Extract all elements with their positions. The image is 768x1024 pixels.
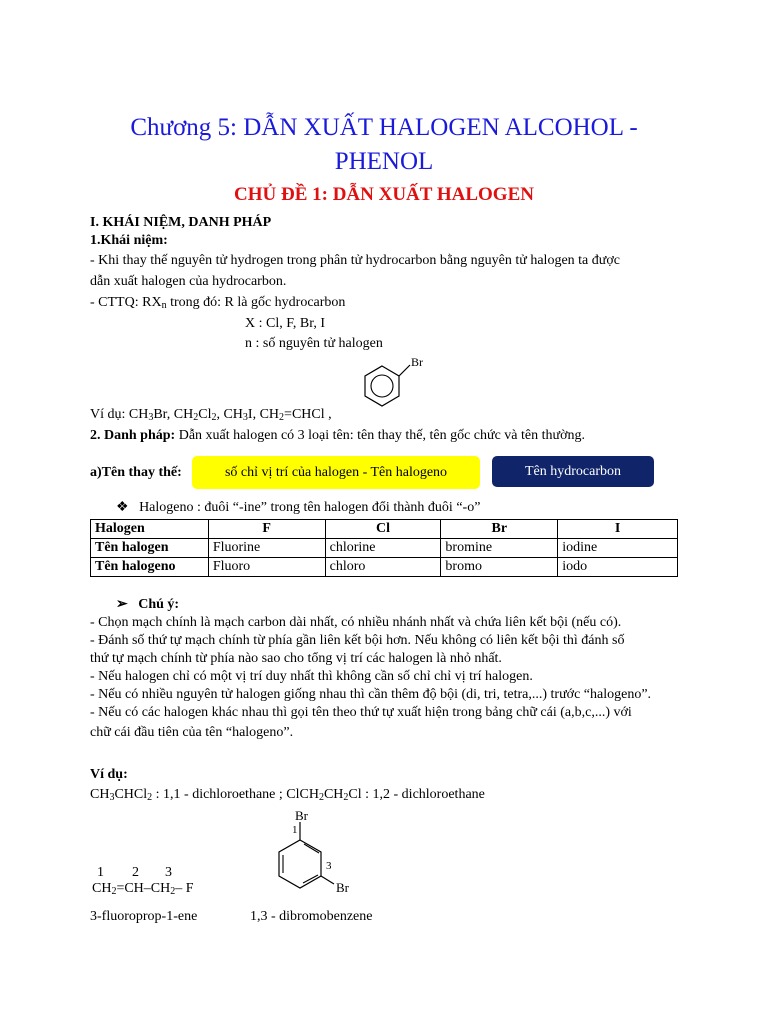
naming-heading: 2. Danh pháp:: [90, 428, 176, 443]
general-formula-prefix: - CTTQ: RX: [90, 295, 162, 310]
diamond-bullet-icon: ❖: [116, 500, 129, 515]
naming-text: Dẫn xuất halogen có 3 loại tên: tên thay thế, tên gốc chức và tên thường.: [175, 428, 585, 443]
topic-subtitle: CHỦ ĐỀ 1: DẪN XUẤT HALOGEN: [234, 184, 534, 205]
note-line: - Chọn mạch chính là mạch carbon dài nhất, có nhiều nhánh nhất và chứa liên kết bội (nếu có).: [90, 615, 622, 630]
section-heading: I. KHÁI NIỆM, DANH PHÁP: [90, 215, 272, 230]
halogen-list: X : Cl, F, Br, I: [245, 316, 325, 331]
position-halogeno-text: số chỉ vị trí của halogen - Tên halogeno: [224, 464, 448, 480]
dibromo-num-3: 3: [326, 860, 332, 872]
chapter-title-line2: PHENOL: [334, 148, 434, 175]
table-cell: Tên halogen: [91, 539, 209, 558]
halogeno-rule: [116, 499, 480, 517]
table-cell: chlorine: [325, 539, 441, 558]
example-line: [90, 406, 332, 424]
general-formula: [90, 294, 345, 312]
chain-number-2: 2: [132, 865, 139, 880]
chain-number-3: 3: [165, 865, 172, 880]
note-line: chữ cái đầu tiên của tên “halogeno”.: [90, 725, 294, 740]
hydrocarbon-name-text: Tên hydrocarbon: [524, 463, 622, 479]
position-halogeno-box: [192, 456, 480, 489]
bromobenzene-br-label: Br: [411, 355, 423, 369]
chain-formula: $CH_2=CH-CH_2-$ F: [92, 881, 194, 897]
example2-line: $CH_3CHCl_2$ : 1,1 - dichloroethane ; $ClCH_2CH_2Cl$ : 1,2 - dichloroethane: [90, 787, 485, 803]
arrow-bullet-icon: ➢: [116, 597, 128, 612]
note-line: - Nếu halogen chỉ có một vị trí duy nhất thì không cần số chỉ chỉ vị trí halogen.: [90, 669, 533, 684]
table-header-row: [91, 520, 678, 539]
chain-name: 3-fluoroprop-1-ene: [90, 909, 198, 924]
general-formula-suffix: trong đó: R là gốc hydrocarbon: [166, 295, 346, 310]
halogen-count: n : số nguyên tử halogen: [245, 336, 383, 351]
dibromo-br-right: Br: [336, 880, 349, 895]
dibromo-br-top: Br: [295, 808, 308, 823]
chain-number-1: 1: [97, 865, 104, 880]
example-label: Ví dụ:: [90, 407, 129, 422]
table-row: [91, 558, 678, 577]
table-cell: Fluorine: [208, 539, 325, 558]
table-cell: Tên halogeno: [91, 558, 209, 577]
table-cell: chloro: [325, 558, 441, 577]
table-cell: Fluoro: [208, 558, 325, 577]
dibromo-num-1: 1: [292, 824, 298, 836]
table-cell: bromine: [441, 539, 558, 558]
note-line: - Nếu có các halogen khác nhau thì gọi tên theo thứ tự xuất hiện trong bảng chữ cái (a,b,c,...) với: [90, 705, 632, 720]
substitution-label: a)Tên thay thế:: [90, 465, 182, 480]
table-cell: iodine: [558, 539, 678, 558]
table-row: [91, 539, 678, 558]
note-heading: Chú ý:: [138, 597, 180, 612]
halogeno-rule-text: Halogeno : đuôi “-ine” trong tên halogen đổi thành đuôi “-o”: [139, 500, 481, 515]
table-cell: bromo: [441, 558, 558, 577]
concept-text-1: - Khi thay thế nguyên tử hydrogen trong phân tử hydrocarbon bằng nguyên tử halogen ta được: [90, 253, 620, 268]
table-header-cell: F: [208, 520, 325, 539]
concept-heading: 1.Khái niệm:: [90, 233, 168, 248]
example-formulas: $CH_3Br$, $CH_2Cl_2$, $CH_3I$, $CH_2=CHCl$ ,: [128, 407, 332, 423]
table-cell: iodo: [558, 558, 678, 577]
table-header-cell: I: [558, 520, 678, 539]
naming-line: [90, 427, 585, 445]
table-header-cell: Halogen: [91, 520, 209, 539]
dibromo-name: 1,3 - dibromobenzene: [250, 909, 373, 924]
table-header-cell: Cl: [325, 520, 441, 539]
table-header-cell: Br: [441, 520, 558, 539]
note-line: - Đánh số thứ tự mạch chính từ phía gần liên kết bội hơn. Nếu không có liên kết bội thì đánh số: [90, 633, 625, 648]
note-line: thứ tự mạch chính từ phía nào sao cho tổng vị trí các halogen là nhỏ nhất.: [90, 651, 502, 666]
halogen-table: [90, 519, 678, 577]
chapter-title-line1: Chương 5: DẪN XUẤT HALOGEN ALCOHOL -: [130, 114, 638, 141]
note-line: - Nếu có nhiều nguyên tử halogen giống nhau thì cần thêm độ bội (di, tri, tetra,...) trước “halogeno”.: [90, 687, 652, 702]
hydrocarbon-name-box: [492, 456, 654, 487]
general-formula-sub: n: [161, 300, 167, 311]
concept-text-2: dẫn xuất halogen của hydrocarbon.: [90, 274, 287, 289]
example2-heading: Ví dụ:: [90, 767, 128, 782]
note-heading-line: [116, 596, 179, 614]
